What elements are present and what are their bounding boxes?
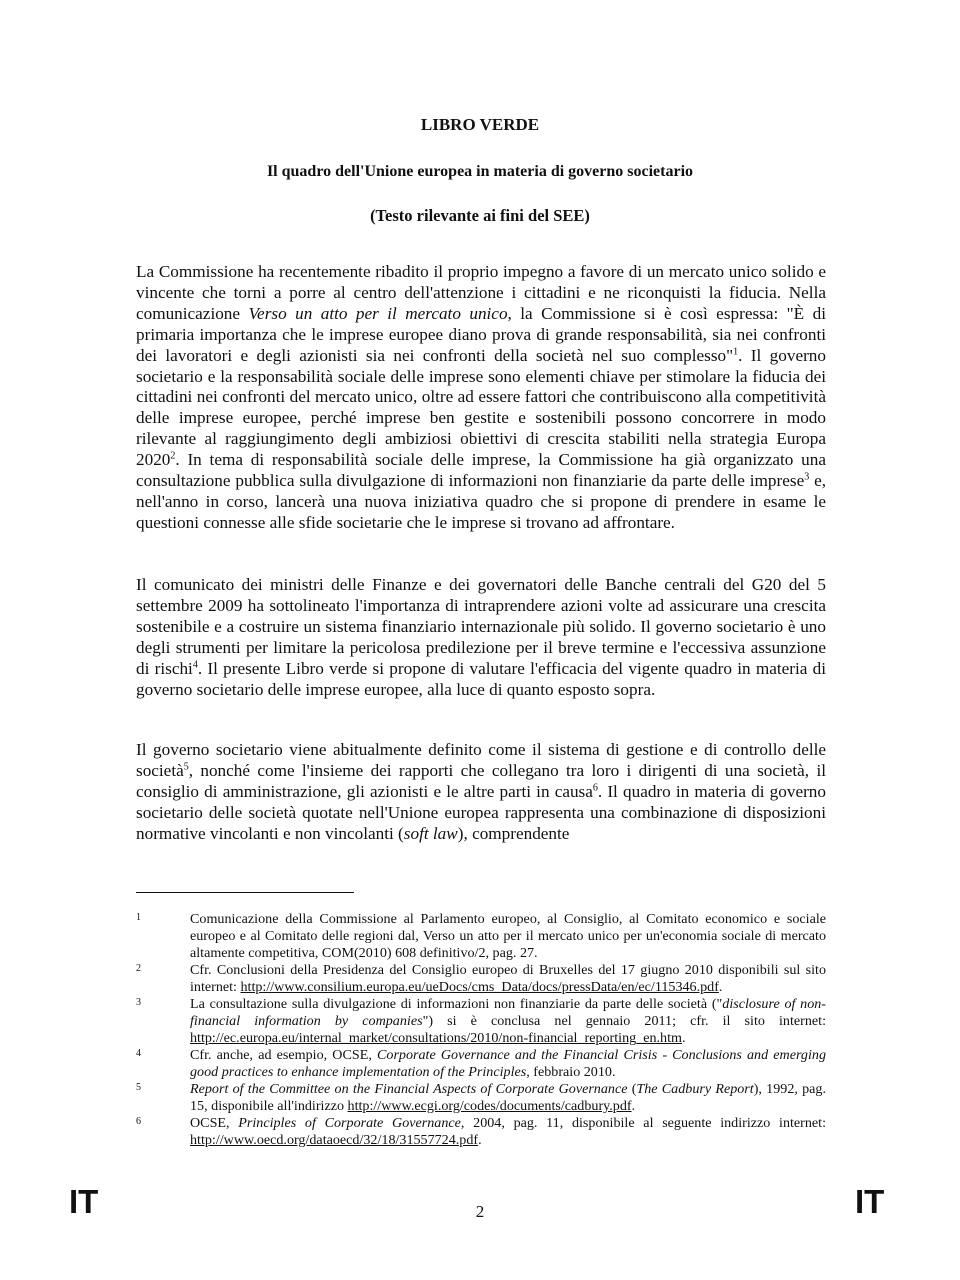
text-run-italic: Verso un atto per il mercato unico bbox=[248, 303, 508, 323]
text-run-italic: soft law bbox=[403, 823, 458, 843]
oecd-link[interactable]: http://www.oecd.org/dataoecd/32/18/31557724.pdf bbox=[190, 1132, 479, 1148]
text-run: Cfr. Conclusioni della Presidenza del Consiglio europeo di Bruxelles del 17 giugno 2010 disponibili sul sito internet: bbox=[190, 962, 826, 995]
text-run: Il governo societario viene abitualmente definito come il sistema di gestione e di controllo delle società bbox=[136, 740, 826, 780]
footnotes bbox=[136, 911, 826, 1149]
footnote-ref-3[interactable]: 3 bbox=[804, 471, 810, 483]
footnote-text bbox=[190, 962, 826, 996]
footnote-1 bbox=[136, 911, 826, 962]
text-run-italic: disclosure of non-financial information by companies bbox=[190, 996, 826, 1029]
footnote-number: 5 bbox=[136, 1082, 141, 1093]
footnote-text bbox=[190, 996, 826, 1047]
text-run: . bbox=[681, 1030, 686, 1046]
text-run: ( bbox=[627, 1081, 637, 1097]
text-run: La consultazione sulla divulgazione di informazioni non finanziarie da parte delle società (" bbox=[190, 996, 723, 1012]
text-run: ), 1992, pag. 15, disponibile all'indirizzo bbox=[190, 1081, 826, 1114]
footnote-number: 3 bbox=[136, 997, 141, 1008]
document-subtitle: Il quadro dell'Unione europea in materia di governo societario bbox=[266, 163, 694, 180]
text-run: . bbox=[718, 979, 723, 995]
text-run: OCSE, bbox=[190, 1115, 239, 1131]
footnote-3 bbox=[136, 996, 826, 1047]
footnote-number: 6 bbox=[136, 1116, 141, 1127]
language-code-left: IT bbox=[69, 1183, 99, 1220]
text-run: . In tema di responsabilità sociale delle imprese, la Commissione ha già organizzato una consultazione pubblica sulla divulgazione di informazioni non finanziarie da parte delle imprese bbox=[136, 450, 826, 491]
paragraph-2 bbox=[136, 575, 826, 700]
text-run: , 2004, pag. 11, disponibile al seguente indirizzo internet: bbox=[460, 1115, 826, 1131]
footnote-number: 4 bbox=[136, 1048, 141, 1059]
text-run: . Il governo societario e la responsabilità sociale delle imprese sono elementi chiave per stimolare la fiducia dei cittadini nei confronti del mercato unico, oltre ad essere fattori che contribuiscono alla competitività delle imprese europee, perché imprese ben gestite e sostenibili possono concorrere in modo rilevante al raggiungimento degli ambiziosi obiettivi di crescita stabiliti nella strategia Europa 2020 bbox=[136, 345, 826, 470]
text-run: Il comunicato dei ministri delle Finanze e dei governatori delle Banche centrali del G20 del 5 settembre 2009 ha sottolineato l'importanza di intraprendere azioni volte ad assicurare una crescita sostenibile e a costruire un sistema finanziario internazionale più solido. Il governo societario è uno degli strumenti per limitare la pericolosa predilezione per il breve termine e l'eccessiva assunzione di rischi bbox=[136, 575, 826, 678]
text-run: . Il presente Libro verde si propone di valutare l'efficacia del vigente quadro in materia di governo societario delle imprese europee, alla luce di quanto esposto sopra. bbox=[136, 658, 826, 699]
eea-relevance-note: (Testo rilevante ai fini del SEE) bbox=[370, 206, 590, 225]
text-run-italic: Corporate Governance and the Financial Crisis - Conclusions and emerging good practices to enhance implementation of the Principles bbox=[190, 1047, 826, 1080]
paragraph-1 bbox=[136, 262, 826, 534]
footnote-ref-6[interactable]: 6 bbox=[592, 782, 598, 794]
text-run: . Il quadro in materia di governo societario delle società quotate nell'Unione europea rappresenta una combinazione di disposizioni normative vincolanti e non vincolanti ( bbox=[136, 781, 826, 843]
footnote-5 bbox=[136, 1081, 826, 1115]
footnote-number: 2 bbox=[136, 963, 141, 974]
footnote-6 bbox=[136, 1115, 826, 1149]
footnote-ref-1[interactable]: 1 bbox=[733, 345, 739, 357]
text-run: ), comprendente bbox=[457, 823, 570, 843]
footnote-text bbox=[190, 1047, 826, 1081]
footnote-4 bbox=[136, 1047, 826, 1081]
ec-consultation-link[interactable]: http://ec.europa.eu/internal_market/consultations/2010/non-financial_reporting_en.htm bbox=[190, 1030, 682, 1046]
text-run: e, nell'anno in corso, lancerà una nuova iniziativa quadro che si propone di prendere in esame le questioni connesse alle sfide societarie che le imprese si trovano ad affrontare. bbox=[136, 471, 826, 532]
text-run: La Commissione ha recentemente ribadito il proprio impegno a favore di un mercato unico solido e vincente che torni a porre al centro dell'attenzione i cittadini e ne riconquisti la fiducia. Nella comunicazione bbox=[136, 262, 826, 323]
text-run: , nonché come l'insieme dei rapporti che collegano tra loro i dirigenti di una società, il consiglio di amministrazione, gli azionisti e le altre parti in causa bbox=[136, 760, 826, 801]
footnote-text bbox=[190, 1115, 826, 1149]
ecgi-link[interactable]: http://www.ecgi.org/codes/documents/cadbury.pdf bbox=[347, 1098, 632, 1114]
text-run: Comunicazione della Commissione al Parlamento europeo, al Consiglio, al Comitato economico e sociale europeo e al Comitato delle regioni dal, Verso un atto per il mercato unico per un'economia sociale di mercato altamente competitiva, COM(2010) 608 definitivo/2, pag. 27. bbox=[190, 911, 826, 961]
footnote-ref-2[interactable]: 2 bbox=[170, 450, 176, 462]
footnote-number: 1 bbox=[136, 912, 141, 923]
text-run: ") si è conclusa nel gennaio 2011; cfr. il sito internet: bbox=[422, 1013, 826, 1029]
footnote-text bbox=[190, 911, 826, 962]
text-run-italic: The Cadbury Report bbox=[636, 1081, 754, 1097]
footnote-2 bbox=[136, 962, 826, 996]
footnote-ref-4[interactable]: 4 bbox=[192, 658, 198, 670]
language-code-right: IT bbox=[855, 1183, 885, 1220]
text-run: . bbox=[631, 1098, 636, 1114]
footnote-separator bbox=[136, 892, 354, 893]
text-run: , la Commissione si è così espressa: "È di primaria importanza che le imprese europee diano prova di grande responsabilità, sia nei confronti dei lavoratori e degli azionisti sia nei confronti della società nel suo complesso" bbox=[136, 303, 826, 365]
document-title: LIBRO VERDE bbox=[420, 115, 540, 134]
text-run: Cfr. anche, ad esempio, OCSE, bbox=[190, 1047, 377, 1063]
footnote-ref-5[interactable]: 5 bbox=[183, 761, 189, 773]
page-number: 2 bbox=[475, 1202, 485, 1221]
text-run: , febbraio 2010. bbox=[526, 1064, 616, 1080]
consilium-link[interactable]: http://www.consilium.europa.eu/ueDocs/cms_Data/docs/pressData/en/ec/115346.pdf bbox=[240, 979, 719, 995]
text-run: . bbox=[478, 1132, 482, 1148]
text-run-italic: Report of the Committee on the Financial Aspects of Corporate Governance bbox=[190, 1081, 628, 1097]
footnote-text bbox=[190, 1081, 826, 1115]
paragraph-3 bbox=[136, 740, 826, 845]
text-run-italic: Principles of Corporate Governance bbox=[238, 1115, 461, 1131]
